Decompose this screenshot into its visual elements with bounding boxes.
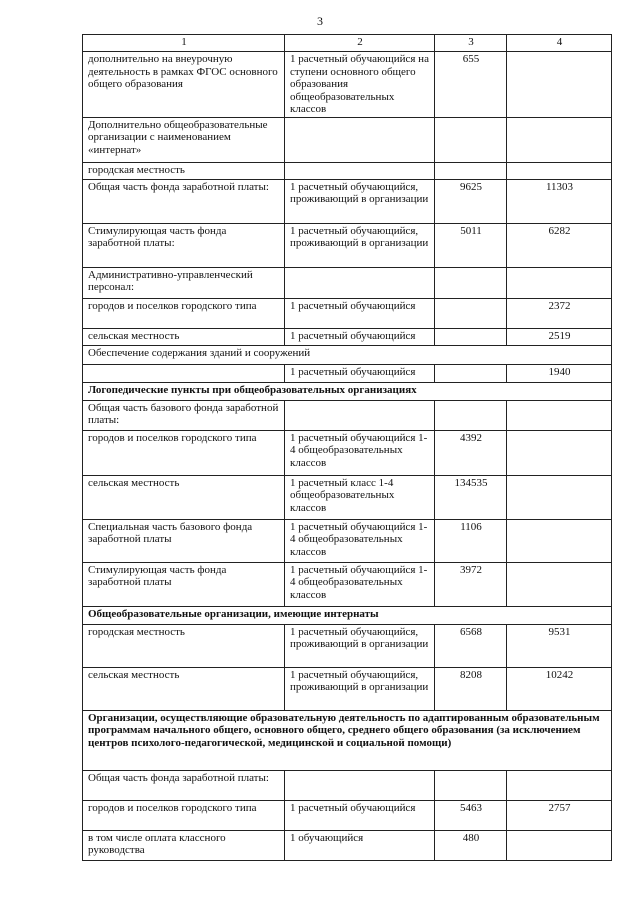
value-cell <box>435 364 507 382</box>
indicator-cell: Специальная часть базового фонда заработной платы <box>83 519 285 562</box>
value-cell <box>435 328 507 345</box>
value-cell: 5011 <box>435 223 507 267</box>
unit-cell: 1 расчетный обучающийся <box>285 800 435 830</box>
value-cell: 9625 <box>435 179 507 223</box>
table-row <box>83 624 612 667</box>
value-cell <box>435 267 507 298</box>
table-row <box>83 117 612 162</box>
unit-cell: 1 расчетный обучающийся 1-4 общеобразовательных классов <box>285 519 435 562</box>
table-row <box>83 179 612 223</box>
indicator-cell: городов и поселков городского типа <box>83 298 285 328</box>
value-cell <box>507 162 612 179</box>
indicator-cell: городская местность <box>83 624 285 667</box>
section-heading: Организации, осуществляющие образовательную деятельность по адаптированным образовательным программам начального общего, основного общего, среднего общего образования (за исключением центров психолого-педагогической, медицинской и социальной помощи) <box>83 710 612 770</box>
unit-cell <box>285 770 435 800</box>
value-cell <box>435 162 507 179</box>
unit-cell <box>285 162 435 179</box>
table-row <box>83 562 612 606</box>
table-row <box>83 298 612 328</box>
table-row <box>83 830 612 860</box>
value-cell: 1940 <box>507 364 612 382</box>
value-cell: 2372 <box>507 298 612 328</box>
value-cell <box>435 400 507 430</box>
column-header: 3 <box>435 35 507 52</box>
indicator-cell: сельская местность <box>83 328 285 345</box>
unit-cell: 1 расчетный обучающийся <box>285 328 435 345</box>
section-heading: Логопедические пункты при общеобразовательных организациях <box>83 382 612 400</box>
unit-cell: 1 расчетный обучающийся <box>285 298 435 328</box>
indicator-cell: городская местность <box>83 162 285 179</box>
indicator-cell: Общая часть базового фонда заработной платы: <box>83 400 285 430</box>
value-cell: 6568 <box>435 624 507 667</box>
value-cell: 134535 <box>435 475 507 519</box>
value-cell: 6282 <box>507 223 612 267</box>
indicator-cell: Стимулирующая часть фонда заработной платы <box>83 562 285 606</box>
value-cell: 480 <box>435 830 507 860</box>
unit-cell: 1 расчетный обучающийся на ступени основного общего образования общеобразовательных классов <box>285 52 435 118</box>
value-cell: 655 <box>435 52 507 118</box>
unit-cell: 1 расчетный обучающийся, проживающий в организации <box>285 624 435 667</box>
indicator-cell: городов и поселков городского типа <box>83 800 285 830</box>
indicator-cell <box>83 364 285 382</box>
budget-norms-table <box>82 34 612 861</box>
indicator-cell: сельская местность <box>83 475 285 519</box>
unit-cell: 1 расчетный обучающийся, проживающий в организации <box>285 223 435 267</box>
section-row <box>83 382 612 400</box>
table-row <box>83 223 612 267</box>
value-cell <box>507 519 612 562</box>
value-cell <box>507 117 612 162</box>
indicator-cell: дополнительно на внеурочную деятельность в рамках ФГОС основного общего образования <box>83 52 285 118</box>
indicator-cell: Стимулирующая часть фонда заработной платы: <box>83 223 285 267</box>
value-cell <box>507 562 612 606</box>
unit-cell <box>285 117 435 162</box>
value-cell <box>507 267 612 298</box>
indicator-cell: городов и поселков городского типа <box>83 430 285 475</box>
section-row <box>83 710 612 770</box>
column-header: 4 <box>507 35 612 52</box>
table-row <box>83 328 612 345</box>
indicator-cell: Дополнительно общеобразовательные организации с наименованием «интернат» <box>83 117 285 162</box>
unit-cell: 1 расчетный обучающийся, проживающий в организации <box>285 667 435 710</box>
indicator-cell: сельская местность <box>83 667 285 710</box>
table-header-row <box>83 35 612 52</box>
table-row <box>83 430 612 475</box>
unit-cell <box>285 267 435 298</box>
section-heading: Общеобразовательные организации, имеющие интернаты <box>83 606 612 624</box>
unit-cell: 1 расчетный обучающийся <box>285 364 435 382</box>
indicator-cell: Общая часть фонда заработной платы: <box>83 770 285 800</box>
column-header: 2 <box>285 35 435 52</box>
value-cell <box>507 400 612 430</box>
value-cell <box>435 298 507 328</box>
value-cell <box>507 475 612 519</box>
value-cell: 3972 <box>435 562 507 606</box>
value-cell: 8208 <box>435 667 507 710</box>
indicator-cell: в том числе оплата классного руководства <box>83 830 285 860</box>
indicator-cell: Общая часть фонда заработной платы: <box>83 179 285 223</box>
value-cell: 5463 <box>435 800 507 830</box>
section-row <box>83 606 612 624</box>
table-row <box>83 667 612 710</box>
section-label: Обеспечение содержания зданий и сооружений <box>83 345 612 364</box>
table-body <box>83 52 612 861</box>
indicator-cell: Административно-управленческий персонал: <box>83 267 285 298</box>
value-cell <box>507 830 612 860</box>
unit-cell <box>285 400 435 430</box>
value-cell: 2757 <box>507 800 612 830</box>
value-cell: 2519 <box>507 328 612 345</box>
table-row <box>83 800 612 830</box>
table-row <box>83 400 612 430</box>
value-cell <box>435 117 507 162</box>
table-row <box>83 475 612 519</box>
value-cell <box>507 770 612 800</box>
unit-cell: 1 расчетный класс 1-4 общеобразовательных классов <box>285 475 435 519</box>
value-cell <box>507 52 612 118</box>
unit-cell: 1 расчетный обучающийся 1-4 общеобразовательных классов <box>285 430 435 475</box>
value-cell <box>435 770 507 800</box>
table-row <box>83 519 612 562</box>
value-cell: 10242 <box>507 667 612 710</box>
value-cell: 11303 <box>507 179 612 223</box>
value-cell: 1106 <box>435 519 507 562</box>
table-row <box>83 364 612 382</box>
value-cell: 4392 <box>435 430 507 475</box>
unit-cell: 1 расчетный обучающийся 1-4 общеобразовательных классов <box>285 562 435 606</box>
table-row <box>83 770 612 800</box>
unit-cell: 1 расчетный обучающийся, проживающий в организации <box>285 179 435 223</box>
section-row <box>83 345 612 364</box>
page-number: 3 <box>317 14 323 28</box>
table-row <box>83 162 612 179</box>
table-row <box>83 52 612 118</box>
value-cell: 9531 <box>507 624 612 667</box>
value-cell <box>507 430 612 475</box>
table-row <box>83 267 612 298</box>
unit-cell: 1 обучающийся <box>285 830 435 860</box>
column-header: 1 <box>83 35 285 52</box>
